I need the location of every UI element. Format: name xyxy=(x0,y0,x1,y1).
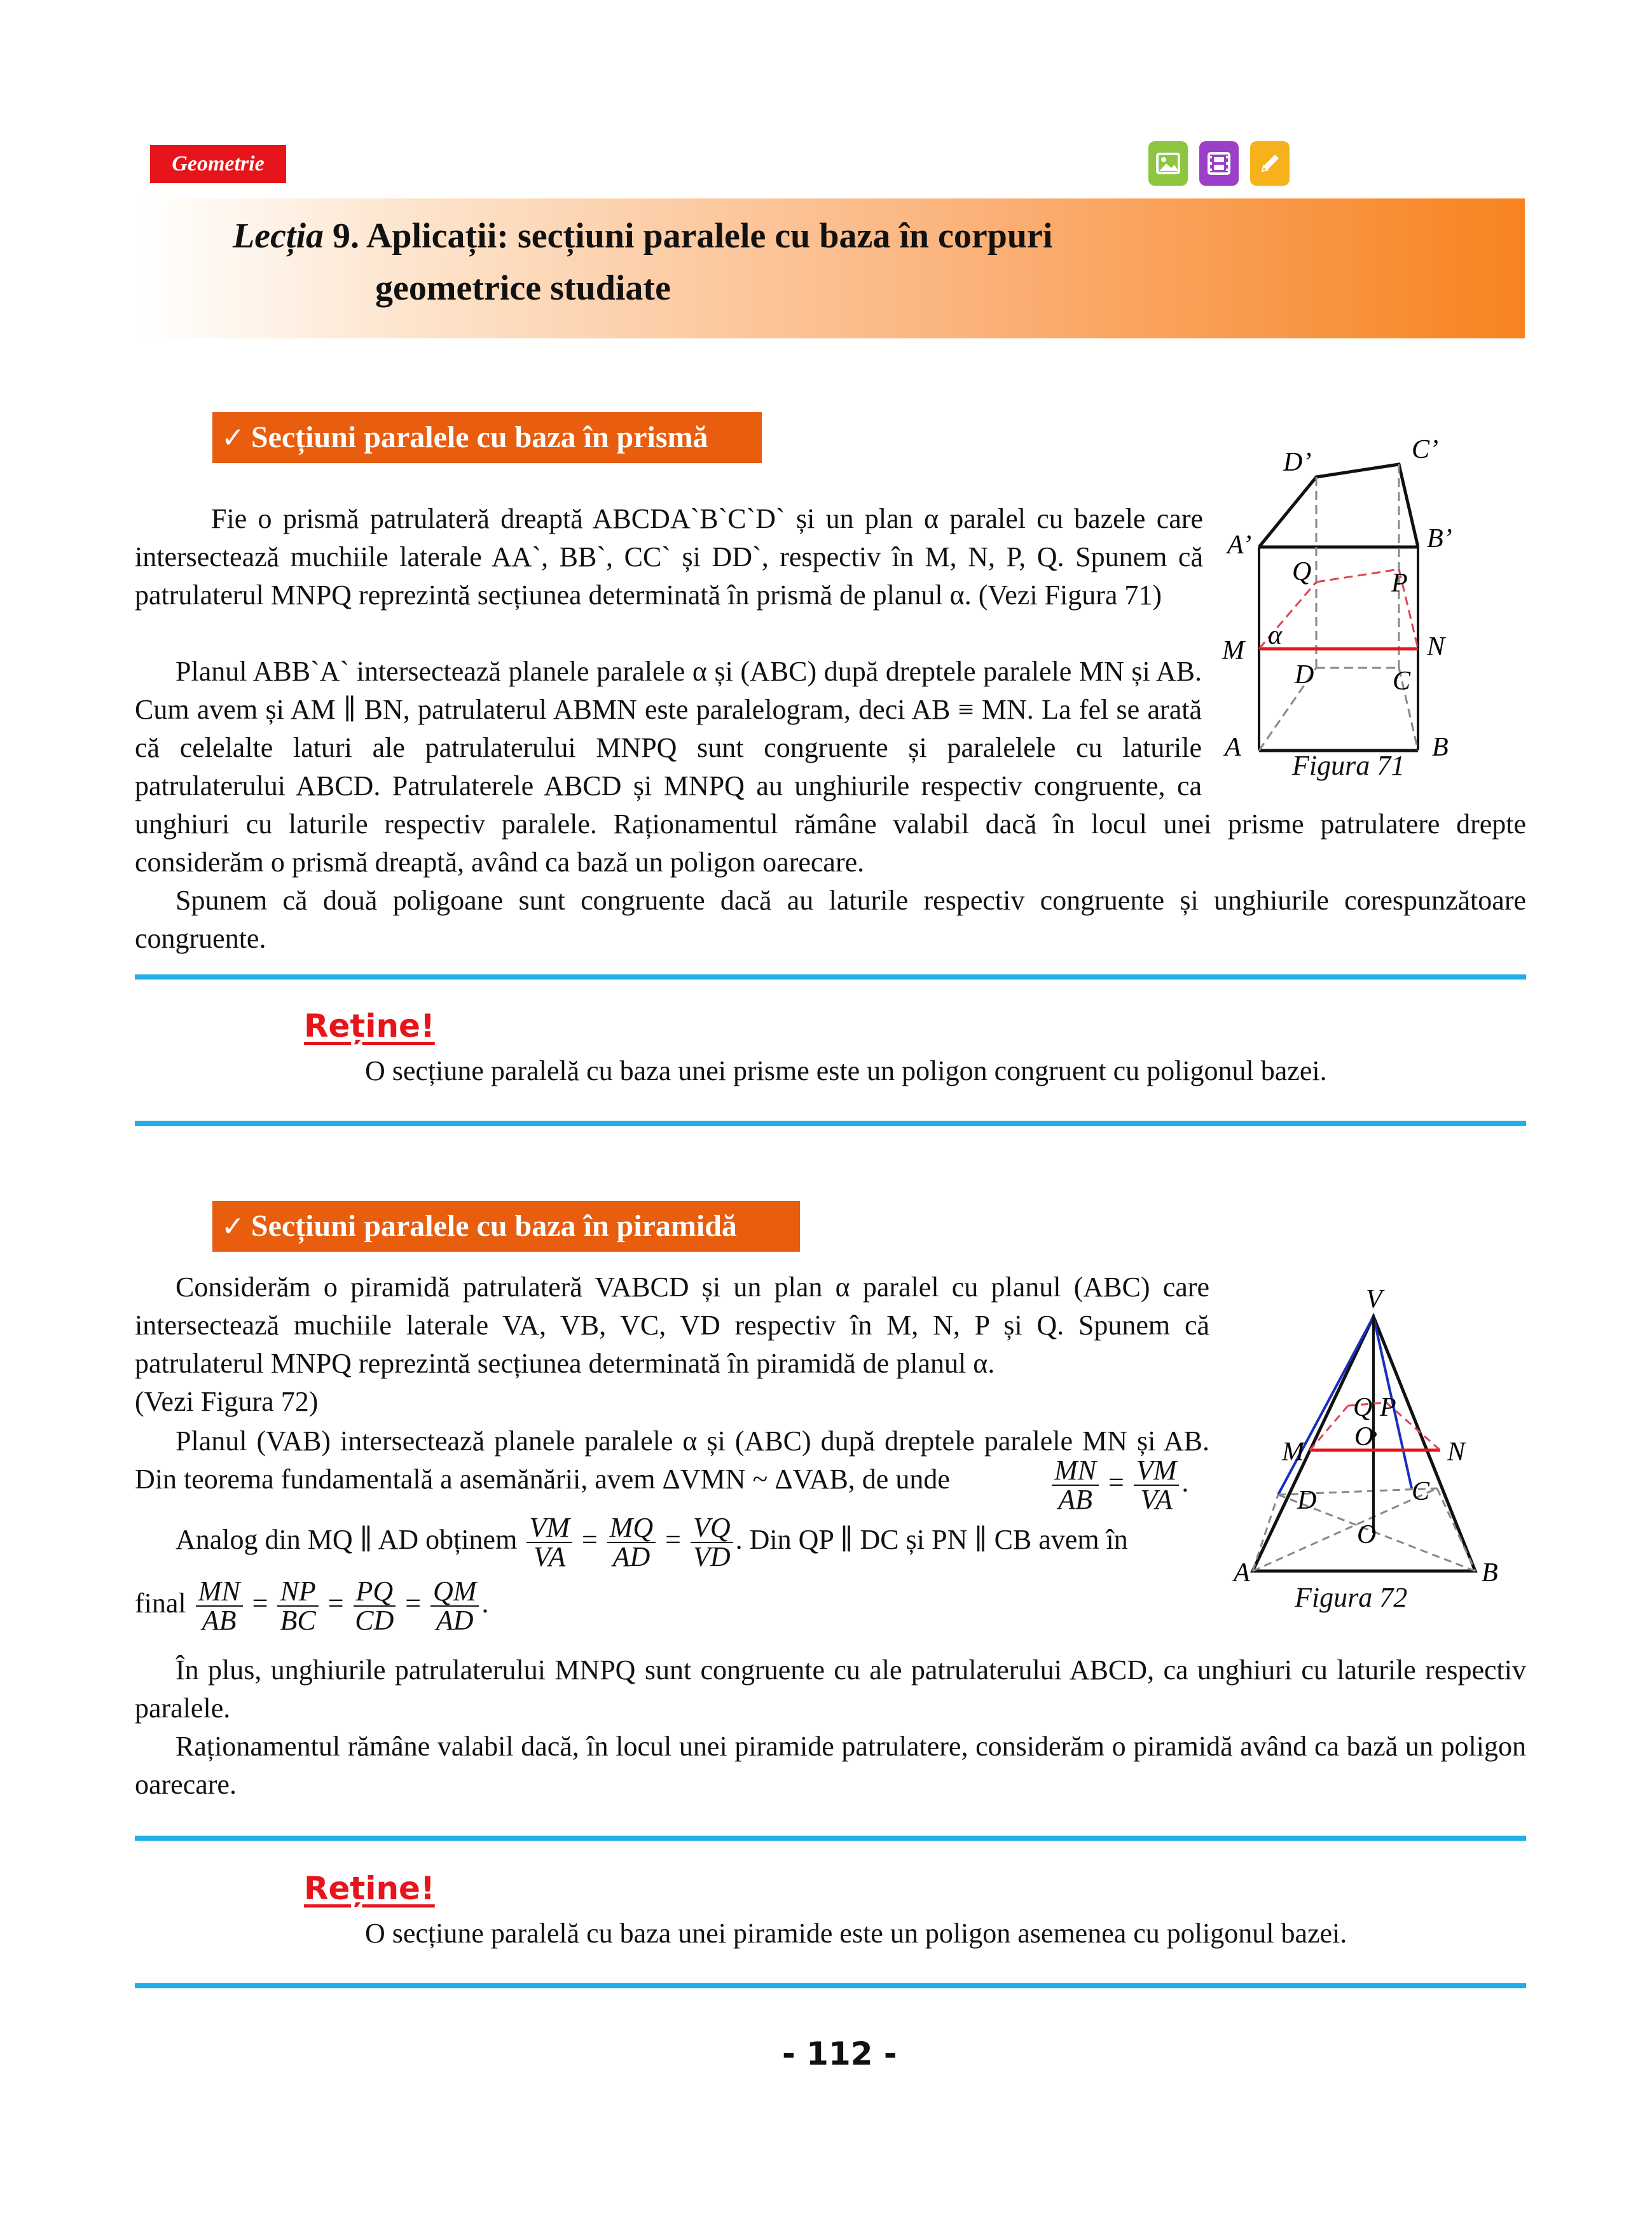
film-icon[interactable] xyxy=(1199,141,1239,186)
section-qp xyxy=(1316,569,1399,582)
fraction xyxy=(196,1577,243,1635)
label-b: B xyxy=(1432,733,1449,762)
fraction xyxy=(354,1577,396,1635)
diag-ac-hidden xyxy=(1253,1488,1437,1571)
denominator: VA xyxy=(1140,1484,1173,1515)
divider xyxy=(135,974,1526,980)
numerator: VQ xyxy=(691,1514,733,1543)
denominator: BC xyxy=(280,1605,316,1636)
label-b: B xyxy=(1482,1558,1498,1588)
label-p: P xyxy=(1391,569,1408,598)
denominator: CD xyxy=(355,1605,394,1636)
figure-71-prism xyxy=(1202,433,1507,789)
denominator: AD xyxy=(436,1605,474,1636)
ratio-equation-2: Analog din MQ ∥ AD obținem $\frac{VM}{VA}$ = $\frac{MQ}{AD}$ = $\frac{VQ}{VD}$ . Din QP ∥ DC și PN ∥ CB avem în xyxy=(176,1512,1128,1572)
checkmark-icon: ✓ xyxy=(221,1210,245,1243)
pyramid-paragraph-4: Raționamentul rămâne valabil dacă, în locul unei piramide patrulatere, considerăm o piramidă având ca bază un poligon oarecare. xyxy=(135,1731,1526,1800)
retine-heading: Reține! xyxy=(304,1008,435,1044)
pyramid-see-figure: (Vezi Figura 72) xyxy=(135,1386,319,1417)
prism-paragraph-2-text: Planul ABB`A` intersectează planele paralele α și (ABC) după dreptele paralele MN și AB. Cum avem și AM ∥ BN, patrulaterul ABMN este paralelogram, deci AB ≡ MN. La fel se arată că celelalte laturi ale patrulaterului MNPQ sunt congruente și paralelele cu laturile patrulaterului ABCD. Patrulaterele ABCD și MNPQ au unghiurile respectiv congruente, ca unghiuri cu laturile respectiv paralele. Raționamentul rămâne valabil dacă în locul unei prisme patrulatere drepte considerăm o prismă dreaptă, având ca bază un poligon oarecare. xyxy=(135,656,1526,878)
label-a: A xyxy=(1234,1558,1250,1588)
label-m: M xyxy=(1222,636,1244,665)
label-b-prime: B’ xyxy=(1427,524,1452,553)
lesson-title-line2: geometrice studiate xyxy=(375,268,671,308)
subject-tag: Geometrie xyxy=(150,145,286,183)
fraction xyxy=(527,1514,572,1571)
fraction xyxy=(607,1514,656,1571)
image-icon[interactable] xyxy=(1148,141,1188,186)
label-d: D xyxy=(1297,1486,1317,1515)
ratio-equation-1: $\frac{MN}{AB}$ = $\frac{VM}{VA}$ . xyxy=(1049,1457,1188,1514)
final-word: final xyxy=(135,1588,186,1619)
label-v: V xyxy=(1366,1285,1382,1314)
fraction xyxy=(277,1577,318,1635)
base-cb-hidden xyxy=(1437,1488,1475,1571)
prism-paragraph-1: Fie o prismă patrulateră dreaptă ABCDA`B`C`D` și un plan α paralel cu bazele care intersectează muchiile laterale AA`, BB`, CC` și DD`, respectiv în M, N, P, Q. Spunem că patrulaterul MNPQ reprezintă secțiunea determinată în prismă de planul α. (Vezi Figura 71) xyxy=(135,503,1203,611)
prism-paragraph-3: Spunem că două poligoane sunt congruente dacă au laturile respectiv congruente și unghiurile corespunzătoare congruente. xyxy=(135,885,1526,954)
denominator: AD xyxy=(612,1541,650,1572)
fraction xyxy=(430,1577,479,1635)
label-alpha: α xyxy=(1268,621,1283,650)
fraction xyxy=(1134,1457,1180,1514)
lesson-title xyxy=(233,210,1052,314)
analog-text: Analog din MQ ∥ AD obținem xyxy=(176,1524,518,1556)
denominator: AB xyxy=(1058,1484,1092,1515)
figure-72-pyramid xyxy=(1227,1278,1520,1609)
label-p: P xyxy=(1380,1393,1396,1422)
pyramid-paragraph-2-text: Planul (VAB) intersectează planele paralele α și (ABC) după dreptele paralele MN și AB. Din teorema fundamentală a asemănării, avem ΔVMN ~ ΔVAB, de unde xyxy=(135,1425,1209,1495)
denominator: VD xyxy=(692,1541,731,1572)
retine-text: O secțiune paralelă cu baza unei prisme este un poligon congruent cu poligonul bazei. xyxy=(365,1055,1327,1086)
ratio-equation-final: final $\frac{MN}{AB}$ = $\frac{NP}{BC}$ = $\frac{PQ}{CD}$ = $\frac{QM}{AD}$ . xyxy=(135,1575,489,1636)
section-title: Secțiuni paralele cu baza în prismă xyxy=(251,420,708,454)
retine-heading: Reține! xyxy=(304,1870,435,1907)
numerator: QM xyxy=(430,1577,479,1607)
retine-text: O secțiune paralelă cu baza unei piramide este un poligon asemenea cu poligonul bazei. xyxy=(365,1918,1347,1949)
numerator: VM xyxy=(1134,1457,1180,1486)
numerator: NP xyxy=(277,1577,318,1607)
checkmark-icon: ✓ xyxy=(221,422,245,454)
lesson-title-line1: Aplicații: secțiuni paralele cu baza în corpuri xyxy=(366,216,1053,256)
divider xyxy=(135,1121,1526,1126)
label-m: M xyxy=(1282,1437,1304,1467)
label-a: A xyxy=(1225,733,1241,762)
denominator: VA xyxy=(533,1541,566,1572)
label-c: C xyxy=(1412,1477,1430,1506)
label-q: Q xyxy=(1353,1393,1373,1422)
figure-72-caption: Figura 72 xyxy=(1295,1582,1408,1613)
figure-71-caption: Figura 71 xyxy=(1292,750,1405,781)
label-o-section: O xyxy=(1354,1422,1374,1451)
fraction xyxy=(1052,1457,1099,1514)
label-a-prime: A’ xyxy=(1227,530,1252,560)
label-n: N xyxy=(1447,1437,1466,1467)
label-c: C xyxy=(1393,667,1411,696)
pyramid-paragraph-3: În plus, unghiurile patrulaterului MNPQ sunt congruente cu ale patrulaterului ABCD, ca unghiuri cu laturile respectiv paralele. xyxy=(135,1654,1526,1724)
section-heading-prism xyxy=(212,412,762,463)
pyramid-paragraph-2 xyxy=(135,1422,1209,1505)
denominator: AB xyxy=(202,1605,237,1636)
pencil-icon[interactable] xyxy=(1250,141,1290,186)
fraction xyxy=(691,1514,733,1571)
label-o-base: O xyxy=(1357,1520,1377,1549)
label-d: D xyxy=(1295,660,1314,689)
lesson-number: 9. xyxy=(333,216,360,256)
numerator: PQ xyxy=(354,1577,396,1607)
label-d-prime: D’ xyxy=(1283,448,1312,477)
numerator: MQ xyxy=(607,1514,656,1543)
divider xyxy=(135,1983,1526,1988)
label-n: N xyxy=(1427,632,1445,661)
lesson-prefix: Lecția xyxy=(233,216,324,256)
numerator: MN xyxy=(1052,1457,1099,1486)
numerator: MN xyxy=(196,1577,243,1607)
divider xyxy=(135,1836,1526,1841)
pyramid-paragraph-1: Considerăm o piramidă patrulateră VABCD și un plan α paralel cu planul (ABC) care intersectează muchiile laterale VA, VB, VC, VD respectiv în M, N, P și Q. Spunem că patrulaterul MNPQ reprezintă secțiunea determinată în piramidă de planul α. xyxy=(135,1271,1209,1379)
page-number: - 112 - xyxy=(782,2035,897,2072)
label-q: Q xyxy=(1292,557,1312,586)
section-heading-pyramid xyxy=(212,1201,800,1252)
analog-tail: . Din QP ∥ DC și PN ∥ CB avem în xyxy=(735,1524,1128,1556)
numerator: VM xyxy=(527,1514,572,1543)
label-c-prime: C’ xyxy=(1412,435,1438,464)
section-title: Secțiuni paralele cu baza în piramidă xyxy=(251,1209,737,1243)
